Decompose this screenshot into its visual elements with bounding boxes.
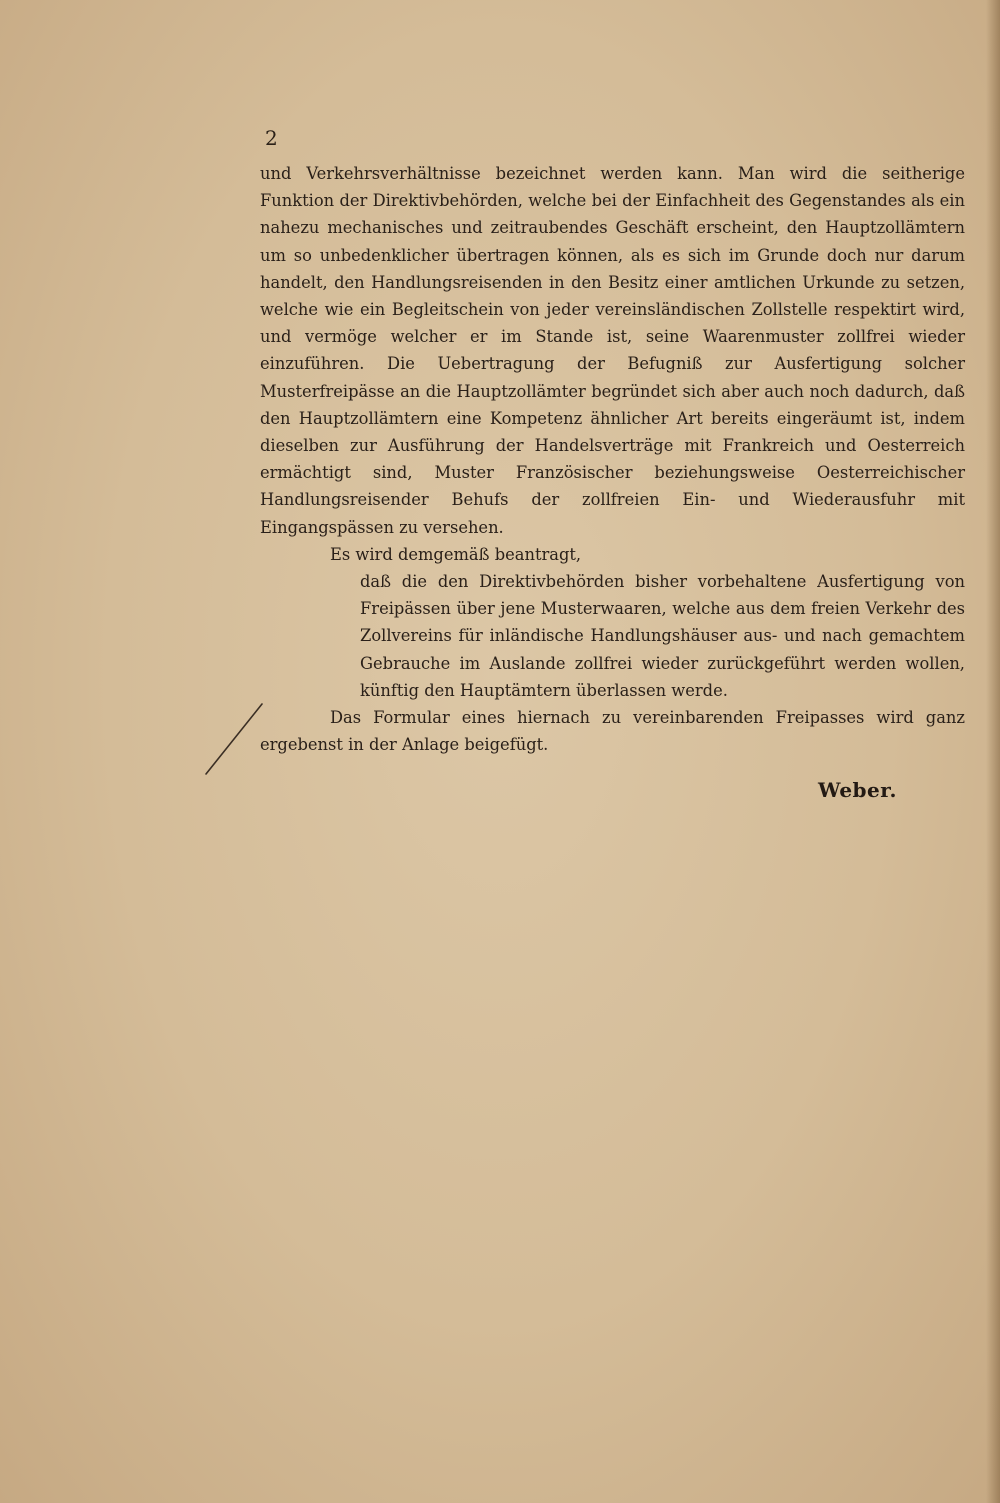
paragraph-1: und Verkehrsverhältnisse bezeichnet werden kann. Man wird die seitherige Funktion der Direktivbehörden, welche bei der Einfachheit des Gegenstandes als ein nahezu mechanisches und zeitraubendes Geschäft erscheint, den Hauptzollämtern um so unbedenklicher übertragen können, als es sich im Grunde doch nur darum handelt, den Handlungsreisenden in den Besitz einer amtlichen Urkunde zu setzen, welche wie ein Begleitschein von jeder vereinsländischen Zollstelle respektirt wird, und vermöge welcher er im Stande ist, seine Waarenmuster zollfrei wieder einzuführen. Die Uebertragung der Befugniß zur Ausfertigung solcher Musterfreipässe an die Hauptzollämter begründet sich aber auch noch dadurch, daß den Hauptzollämtern eine Kompetenz ähnlicher Art bereits eingeräumt ist, indem dieselben zur Ausführung der Handelsverträge mit Frankreich und Oesterreich ermächtigt sind, Muster Französischer beziehungsweise Oesterreichischer Handlungsreisender Behufs der zollfreien Ein- und Wiederausfuhr mit Eingangspässen zu versehen. <box>260 164 965 537</box>
motion-intro: Es wird demgemäß beantragt, <box>330 544 582 564</box>
page-edge-shadow <box>986 0 1000 1503</box>
closing-paragraph: Das Formular eines hiernach zu vereinbarenden Freipasses wird ganz ergebenst in der Anlage beigefügt. <box>260 708 965 755</box>
signature: Weber. <box>818 778 897 802</box>
page-number: 2 <box>265 126 278 150</box>
body-text <box>260 160 965 758</box>
pencil-stroke-mark <box>200 700 270 780</box>
motion-text: daß die den Direktivbehörden bisher vorbehaltene Ausfertigung von Freipässen über jene Musterwaaren, welche aus dem freien Verkehr des Zollvereins für inländische Handlungshäuser aus- und nach gemachtem Gebrauche im Auslande zollfrei wieder zurückgeführt werden wollen, künftig den Hauptämtern überlassen werde. <box>360 572 965 700</box>
